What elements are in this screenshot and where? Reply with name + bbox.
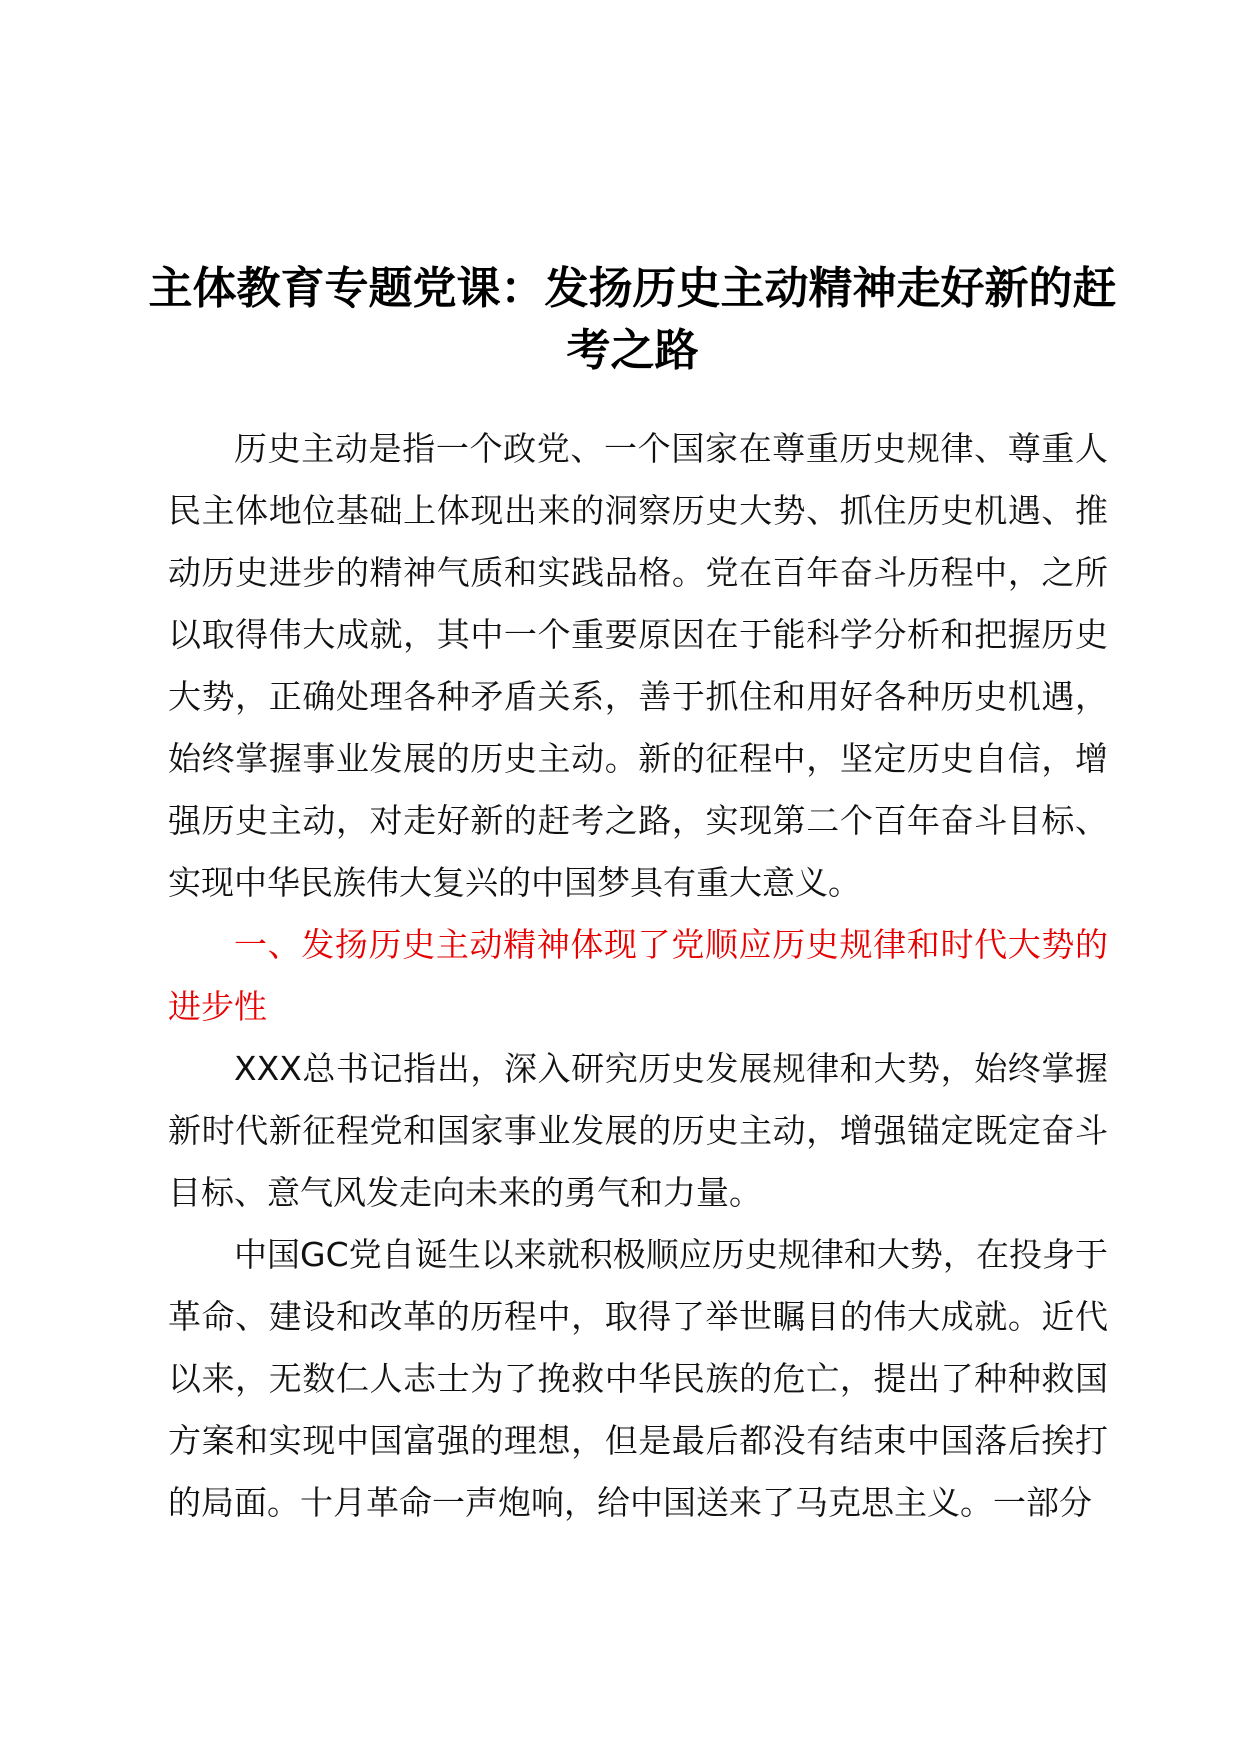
section-heading-1: 一、发扬历史主动精神体现了党顺应历史规律和时代大势的进步性	[168, 925, 1108, 1026]
intro-paragraph: 历史主动是指一个政党、一个国家在尊重历史规律、尊重人民主体地位基础上体现出来的洞察历史大势、抓住历史机遇、推动历史进步的精神气质和实践品格。党在百年奋斗历程中，之所以取得伟大成就，其中一个重要原因在于能科学分析和把握历史大势，正确处理各种矛盾关系，善于抓住和用好各种历史机遇，始终掌握事业发展的历史主动。新的征程中，坚定历史自信，增强历史主动，对走好新的赶考之路，实现第二个百年奋斗目标、实现中华民族伟大复兴的中国梦具有重大意义。	[168, 429, 1108, 902]
document-title: 主体教育专题党课：发扬历史主动精神走好新的赶考之路	[148, 263, 1117, 376]
body-paragraph-2: XXX总书记指出，深入研究历史发展规律和大势，始终掌握新时代新征程党和国家事业发展的历史主动，增强锚定既定奋斗目标、意气风发走向未来的勇气和力量。	[168, 1049, 1108, 1212]
document-body	[168, 418, 1108, 1534]
body-paragraph-3: 中国GC党自诞生以来就积极顺应历史规律和大势，在投身于革命、建设和改革的历程中，取得了举世瞩目的伟大成就。近代以来，无数仁人志士为了挽救中华民族的危亡，提出了种种救国方案和实现中国富强的理想，但是最后都没有结束中国落后挨打的局面。十月革命一声炮响，给中国送来了马克思主义。一部分	[168, 1235, 1108, 1522]
